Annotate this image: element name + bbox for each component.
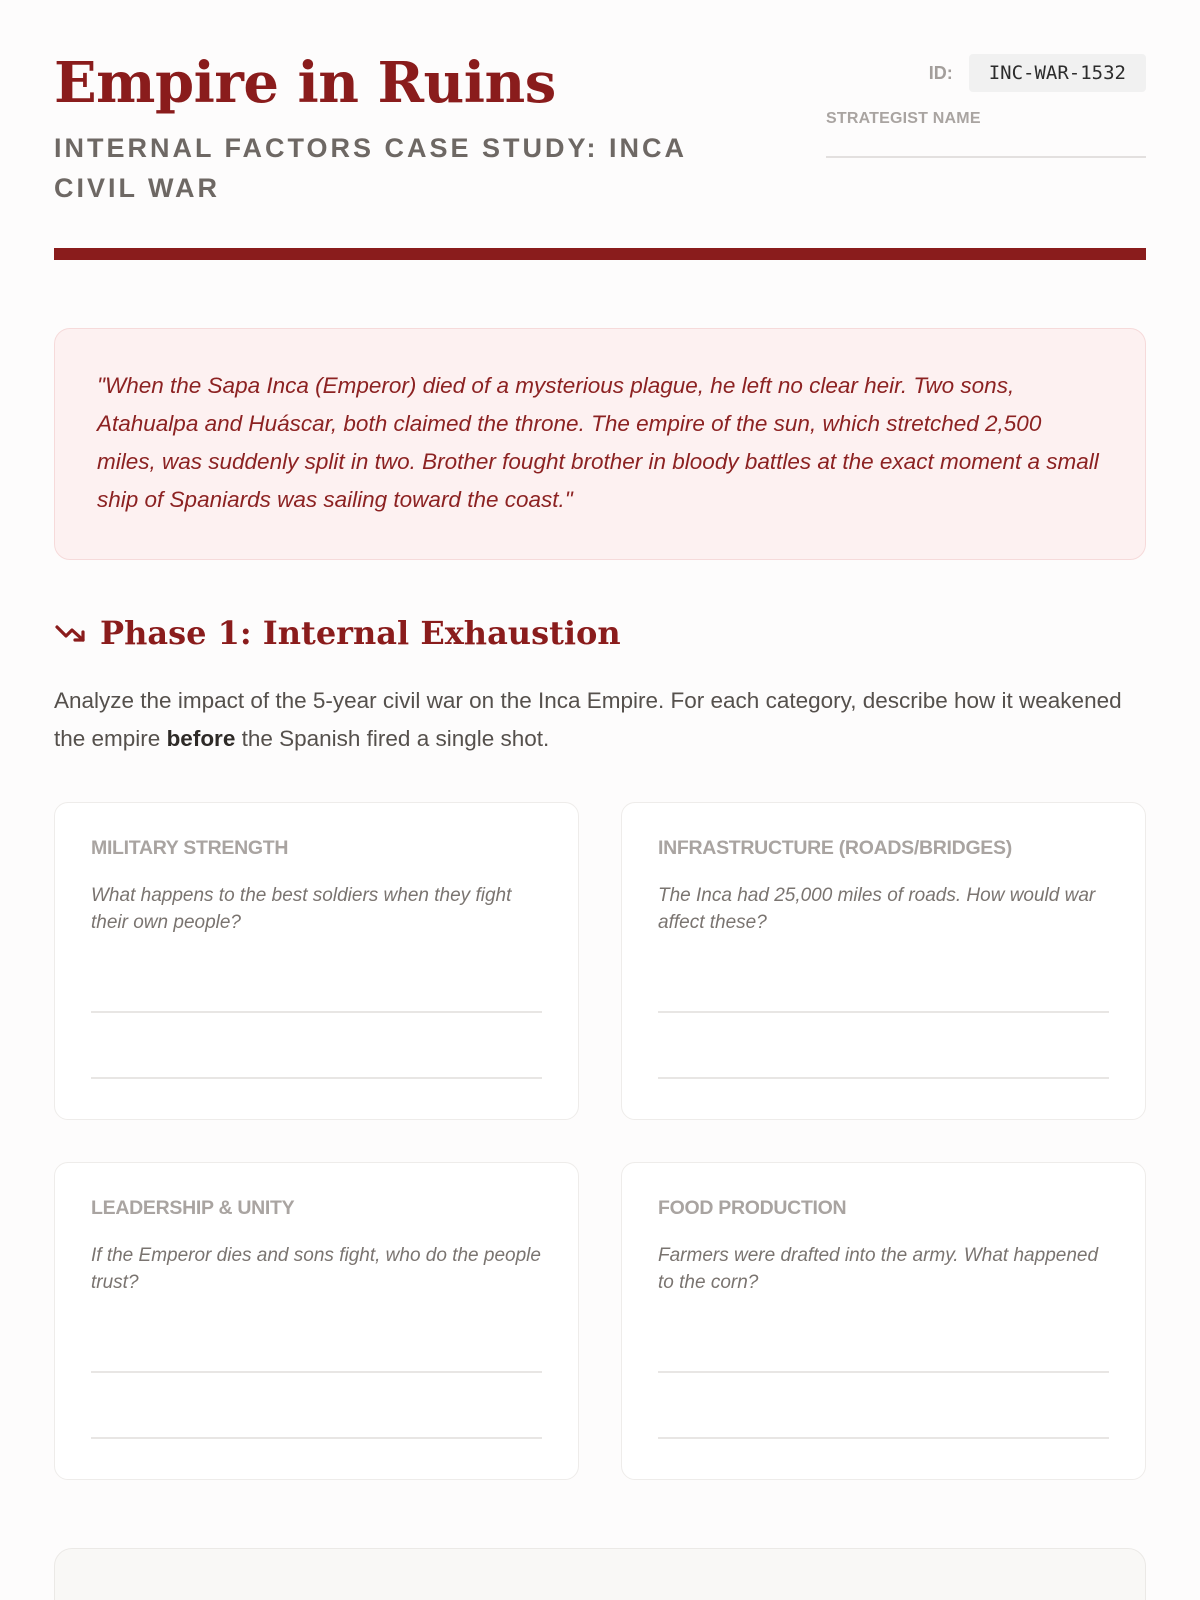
header [54, 0, 1146, 262]
intro-text-start: Analyze the impact of the 5-year civil war on the Inca Empire. For each category, describe how it weakened the empire [54, 688, 1122, 751]
phase1-heading [54, 614, 1146, 652]
strategist-name-block [826, 110, 1146, 158]
intro-bold-word: before [166, 726, 236, 751]
id-row [929, 54, 1146, 92]
header-divider [54, 248, 1146, 260]
answer-line[interactable] [658, 1011, 1109, 1013]
card-title: FOOD PRODUCTION [658, 1197, 847, 1219]
phase1-instructions [54, 682, 1146, 758]
card-food-production [621, 1162, 1146, 1480]
card-leadership-unity [54, 1162, 579, 1480]
category-cards [54, 802, 1146, 1480]
id-label: ID: [928, 62, 953, 83]
strategist-name-field[interactable] [826, 156, 1146, 158]
id-value: INC-WAR-1532 [969, 54, 1146, 92]
quote-box [54, 328, 1146, 560]
trending-down-icon [54, 620, 88, 646]
card-prompt: If the Emperor dies and sons fight, who do the people trust? [91, 1245, 541, 1293]
phase1-title: Phase 1: Internal Exhaustion [100, 614, 621, 652]
card-infrastructure [621, 802, 1146, 1120]
card-title: MILITARY STRENGTH [91, 837, 289, 859]
card-prompt: What happens to the best soldiers when they fight their own people? [91, 885, 512, 933]
page-title: Empire in Ruins [54, 50, 556, 116]
answer-line[interactable] [658, 1077, 1109, 1079]
next-section-box [54, 1548, 1146, 1600]
answer-line[interactable] [91, 1437, 542, 1439]
strategist-name-label: STRATEGIST NAME [826, 110, 981, 127]
intro-text-end: the Spanish fired a single shot. [235, 726, 550, 751]
card-title: INFRASTRUCTURE (ROADS/BRIDGES) [658, 837, 1012, 859]
quote-text: "When the Sapa Inca (Emperor) died of a mysterious plague, he left no clear heir. Two sons, Atahualpa and Huáscar, both claimed the throne. The empire of the sun, which stretched 2,500 miles, was suddenly split in two. Brother fought brother in bloody battles at the exact moment a small ship of Spaniards was sailing toward the coast." [97, 373, 1099, 512]
card-prompt: Farmers were drafted into the army. What happened to the corn? [658, 1245, 1099, 1293]
answer-line[interactable] [91, 1371, 542, 1373]
card-prompt: The Inca had 25,000 miles of roads. How would war affect these? [658, 885, 1096, 933]
answer-line[interactable] [658, 1371, 1109, 1373]
answer-line[interactable] [91, 1077, 542, 1079]
card-title: LEADERSHIP & UNITY [91, 1197, 295, 1219]
card-military-strength [54, 802, 579, 1120]
answer-line[interactable] [658, 1437, 1109, 1439]
answer-line[interactable] [91, 1011, 542, 1013]
page-subtitle: INTERNAL FACTORS CASE STUDY: INCA CIVIL WAR [54, 133, 687, 203]
